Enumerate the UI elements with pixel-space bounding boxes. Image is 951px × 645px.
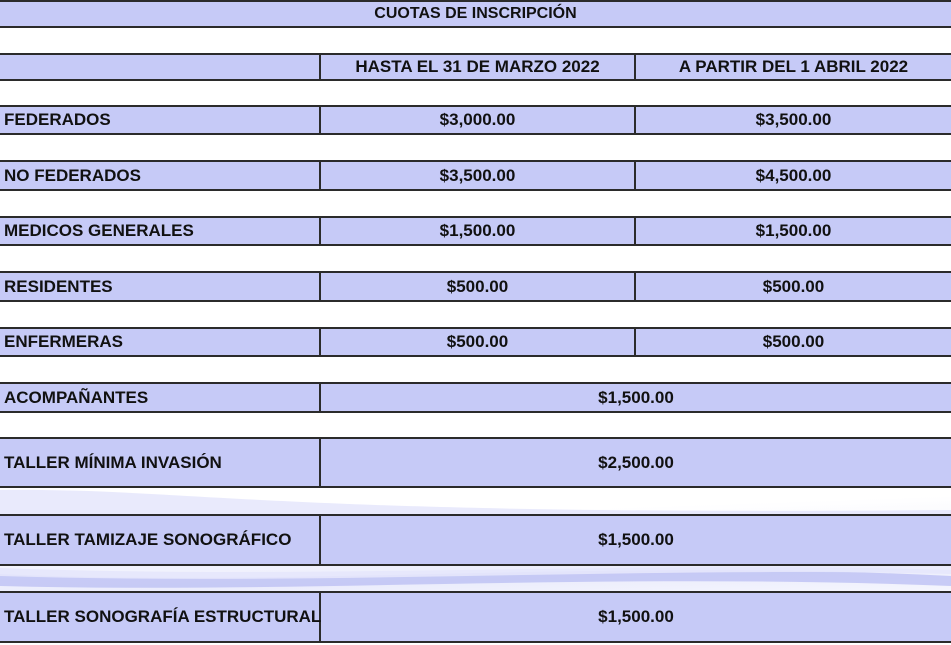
row-label: FEDERADOS	[0, 107, 321, 133]
fee-late: $1,500.00	[755, 221, 832, 240]
fee-flat: $1,500.00	[598, 530, 674, 549]
header-col-from-april: A PARTIR DEL 1 ABRIL 2022	[678, 57, 909, 76]
table-row	[0, 591, 951, 643]
decorative-swoosh	[0, 564, 951, 594]
fee-late: $500.00	[762, 276, 825, 296]
fee-flat: $2,500.00	[598, 452, 674, 472]
fee-early: $1,500.00	[321, 218, 636, 244]
fee-early: $500.00	[321, 329, 636, 355]
table-row	[0, 437, 951, 488]
fee-flat: $1,500.00	[598, 607, 674, 626]
table-row	[0, 160, 951, 191]
table-row	[0, 327, 951, 357]
table-row	[0, 105, 951, 135]
fee-late: $500.00	[762, 332, 825, 351]
table-row	[0, 382, 951, 413]
header-row	[0, 53, 951, 81]
row-label: ENFERMERAS	[0, 329, 321, 355]
row-label: TALLER MÍNIMA INVASIÓN	[0, 439, 321, 486]
fee-early: $3,000.00	[321, 107, 636, 133]
row-label: NO FEDERADOS	[0, 162, 321, 189]
row-label: MEDICOS GENERALES	[0, 218, 321, 244]
row-label: ACOMPAÑANTES	[0, 384, 321, 411]
header-label	[0, 55, 321, 79]
table-title: CUOTAS DE INSCRIPCIÓN	[374, 5, 577, 22]
table-row	[0, 514, 951, 566]
fee-flat: $1,500.00	[598, 387, 674, 407]
table-row	[0, 271, 951, 302]
row-label: RESIDENTES	[0, 273, 321, 300]
row-label: TALLER TAMIZAJE SONOGRÁFICO	[0, 516, 321, 564]
fee-late: $4,500.00	[755, 165, 832, 185]
table-row	[0, 216, 951, 246]
fee-early: $500.00	[321, 273, 636, 300]
header-col-until-march: HASTA EL 31 DE MARZO 2022	[321, 55, 636, 79]
row-label: TALLER SONOGRAFÍA ESTRUCTURAL	[0, 593, 321, 641]
fee-early: $3,500.00	[321, 162, 636, 189]
title-row	[0, 0, 951, 28]
fee-late: $3,500.00	[755, 110, 832, 129]
